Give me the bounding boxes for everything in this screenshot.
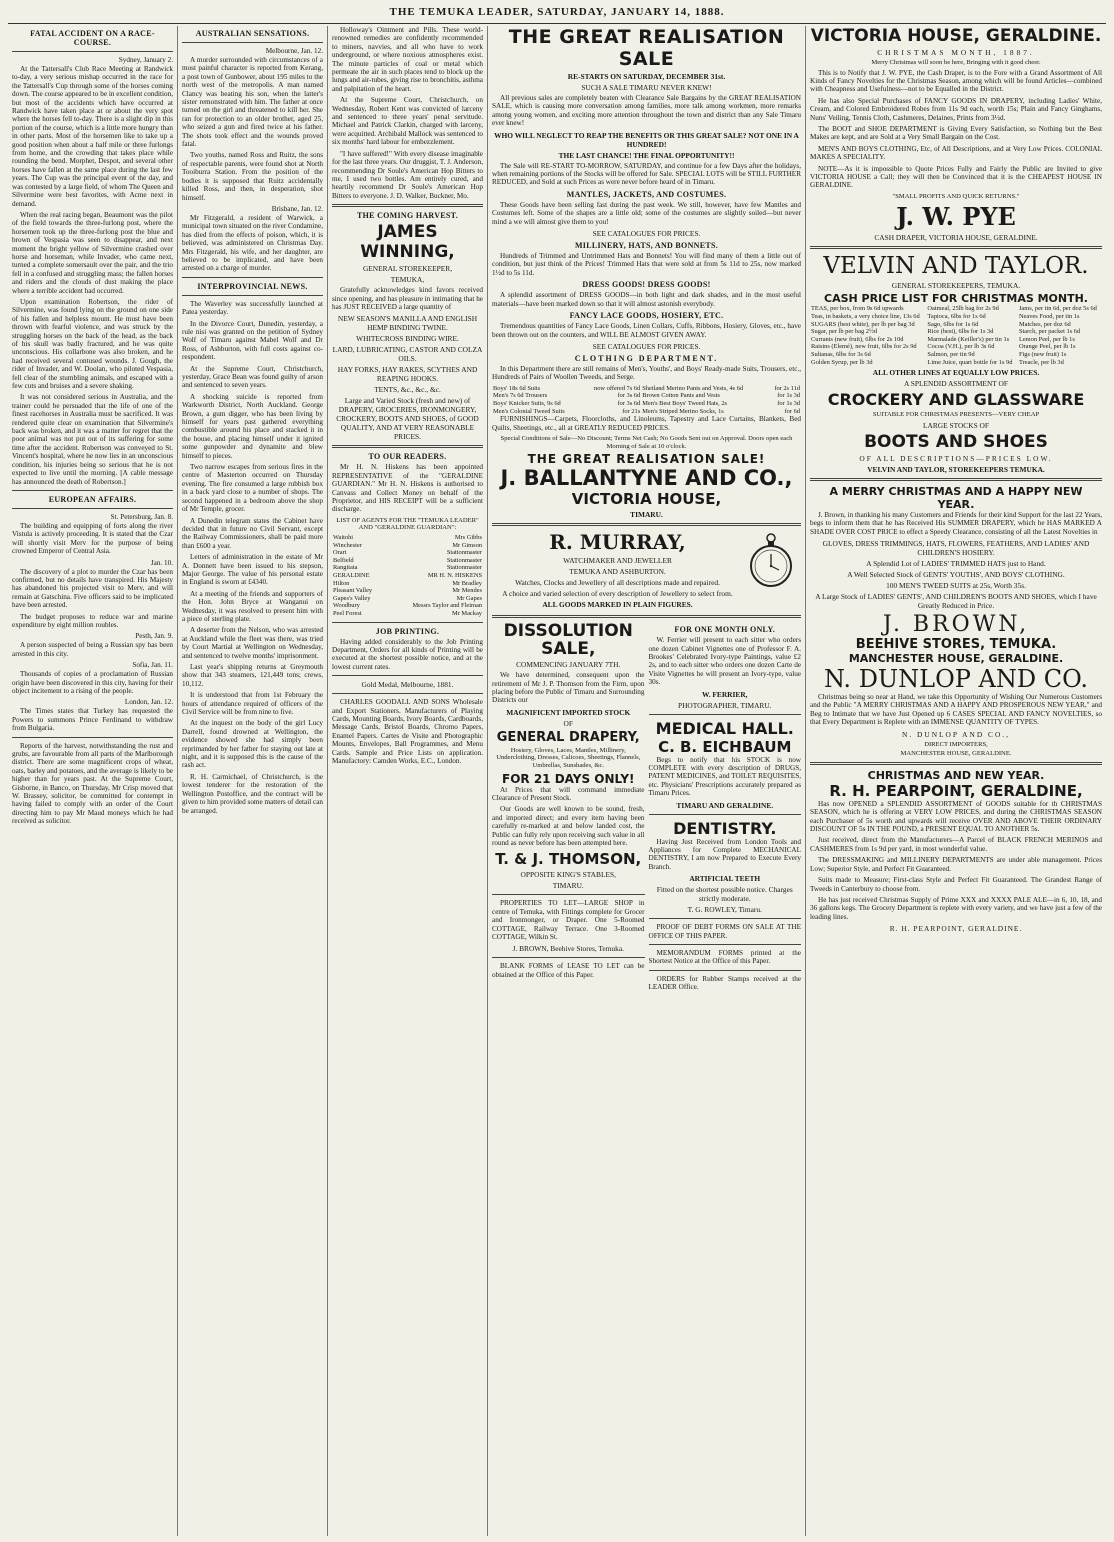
ad-item: HAY FORKS, HAY RAKES, SCYTHES AND REAPING HOOKS. [337,365,478,384]
table-row [810,305,1102,313]
section-heading: MILLINERY, HATS, AND BONNETS. [574,241,719,251]
price-cell: Sultanas, 6lbs for 3s 6d [811,351,871,359]
dateline: Pesth, Jan. 9. [135,632,173,641]
dateline: Sydney, January 2. [118,56,173,64]
agent-name: MR H. N. HISKENS [427,571,482,579]
divider [182,277,323,278]
see-catalogue: SEE CATALOGUES FOR PRICES. [592,229,701,239]
dateline: St. Petersburg, Jan. 8. [110,512,173,521]
paragraph: Reports of the harvest, notwithstanding the rust and grubs, are favourable from all parts of the Marlborough district. There are some magnificent crops of wheat, oats, barley and potatoes, and the average is likely to be higher than for years past. At the Supreme Court, Gisborne, in Banco, on Thursday, Mr Crisp moved that W. Brassey, solicitor, be committed for contempt in having failed to comply with an order of the Court directing him to pay Mr Maud moneys which he had received as solicitor. [12,741,173,826]
item-cell: Brown Cotton Pants and Vests [642,392,720,400]
table-row [332,572,483,580]
dunlop-title: N. DUNLOP AND CO. [823,665,1089,694]
paragraph: A deserter from the Nelson, who was arrested at Auckland while the fleet was there, was tried by Court Martial at Wellington on Wednesday, and sentenced to twelve months' imprisonment. [182,626,323,660]
price-cell: Lemon Peel, per lb 1s [1018,335,1075,343]
brown-line: A Well Selected Stock of GENTS' YOUTHS', AND BOYS' CLOTHING. [847,570,1065,580]
ferrier-subtitle: PHOTOGRAPHER, TIMARU. [677,700,772,710]
agent-name: Mr Gimson [452,541,482,549]
paragraph: NOTE—As it is impossible to Quote Prices Fully and Fairly the Public are Invited to give VICTORIA HOUSE a Call; they will then be Convinced that it is the CHEAPEST HOUSE IN GERALDINE. [810,164,1102,190]
pye-subtitle: CASH DRAPER, VICTORIA HOUSE, GERALDINE. [874,233,1038,243]
dunlop-signature: DIRECT IMPORTERS, [924,740,988,748]
agent-name: Stationmaster [446,549,482,557]
paragraph: Has now OPENED a SPLENDID ASSORTMENT of GOODS suitable for th CHRISTMAS SEASON, which he is offering at VERY LOW PRICES, and during the CHRISTMAS SEASON each Purchaser of 5s worth and upwards will receive OVER AND ABOVE THEIR ORDINARY DISCOUNT OF 5s IN THE POUND, a PRESENT EQUAL TO ANOTHER 5s. [810,799,1102,834]
price-cell: for 2s 11d [774,384,800,392]
notice-title: TO OUR READERS. [368,452,447,462]
price-cell: SUGARS (best white), per lb per bag 3d [811,320,915,328]
table-row [492,385,801,393]
section-heading: FANCY LACE GOODS, HOSIERY, ETC. [569,311,724,321]
price-cell: Marmalade (Keiller's) per tin 1s [927,335,1010,343]
paragraph: The DRESSMAKING and MILLINERY DEPARTMENTS are under able management. Prices Low; Superior Style, and Perfect Fit Guaranteed. [810,856,1102,873]
paragraph: Thousands of copies of a proclamation of Russian origin have been discovered in this city, having for their object incitement to a rising of the people. [12,670,173,695]
column-3 [328,26,488,1536]
item-cell: Boys' Knicker Suits, 9s 6d [493,399,561,407]
price-cell: Oatmeal, 25lb bag for 2s 9d [927,305,999,313]
price-cell: Salmon, per tin 9d [927,351,975,359]
paragraph: At the Supreme Court, Christchurch, on Wednesday, Robert Kent was convicted of larceny and sentenced to three years' penal servitude. Michael and Patrick Clarkin, charged with larceny, were acquitted. Archibald Mallock was sentenced to six months' hard labour for embezzlement. [332,96,483,147]
victoria-motto: "SMALL PROFITS AND QUICK RETURNS." [892,192,1020,200]
agent-place: Peel Forest [333,609,362,617]
properties-signature: J. BROWN, Beehive Stores, Temuka. [512,944,624,954]
dentistry-title: DENTISTRY. [673,818,777,838]
victoria-month: CHRISTMAS MONTH, 1887. [877,48,1035,57]
dentistry-note: Fitted on the shortest possible notice. Charges strictly moderate. [656,885,793,904]
ad-item: LARD, LUBRICATING, CASTOR AND COLZA OILS. [332,345,483,364]
agent-place: Woodbury [333,602,360,610]
price-cell: Rice (best), 6lbs for 1s 3d [927,328,994,336]
divider [810,762,1102,765]
price-cell: Matches, per doz 6d [1018,320,1071,328]
table-row [810,351,1102,359]
paragraph: Last year's shipping returns at Greymouth show that 343 steamers, 121,449 tons; crews, 10,112. [182,663,323,688]
paragraph: R. H. Carmichael, of Christchurch, is the lowest tenderer for the restoration of the Wellington Postoffice, and the contract will be given to him provided some matters of detail can be arranged. [182,772,323,815]
sale-callout: WHO WILL NEGLECT TO REAP THE BENEFITS OR THIS GREAT SALE? NOT ONE IN A HUNDRED! [494,130,799,149]
brown-title: J. BROWN, [882,612,1030,638]
paragraph: When the real racing began, Beaumont was the pilot of the field towards the three-furlong post, where the horsemen took up the three-furlong post the blue and brown of Vespasia was seen to disappear, and next moment the bright yellow of Silvermine crashed over horse and horseman, while Invader, who came next, turned a complete somersault over the pair, and the trio fell in a confused and struggling mass; the fallen horses and riders and the clouds of dust making the place where a terrible accident had occurred. [12,210,173,295]
paragraph: Just received, direct from the Manufacturers—A Parcel of BLACK FRENCH MERINOS and CASHMERES from 1s 9d per yard, in most wonderful value. [810,836,1102,853]
column-1 [8,26,178,1536]
agent-name: Stationmaster [446,556,482,564]
table-row [332,564,483,572]
paragraph: Gratefully acknowledges kind favors received since opening, and has pleasure in intimating that he has JUST RECEIVED a large quantity of [332,286,483,311]
brown-line: A Splendid Lot of LADIES' TRIMMED HATS just to Hand. [866,559,1046,569]
divider [649,918,802,919]
murray-line: ALL GOODS MARKED IN PLAIN FIGURES. [542,600,693,610]
paragraph: A person suspected of being a Russian spy has been arrested in this city. [12,641,173,658]
dateline: Jan. 10. [150,558,173,567]
paragraph: PROPERTIES TO LET—LARGE SHOP in centre of Temuka, with Fittings complete for Grocer and Ironmonger, or Draper. One 5-Roomed COTTAGE, Railway Terrace. One 3-Roomed COTTAGE, Wilkin St. [492,899,645,941]
table-row [332,602,483,610]
velvin-large: LARGE STOCKS OF [923,420,989,430]
agent-name: Messrs Taylor and Fleiman [412,602,482,610]
dissolution-items: Hosiery, Gloves, Laces, Mantles, Millinery, Underclothing, Dresses, Calicoes, Sheetings, Flannels, Umbrellas, Sunshades, &c. [496,746,641,769]
brown-merry: A MERRY CHRISTMAS AND A HAPPY NEW YEAR. [829,484,1083,511]
sale-title: THE GREAT REALISATION SALE [508,26,785,70]
paragraph: In this Department there are still remains of Men's, Youths', and Boys' Ready-made Suits, Trousers, etc., Hundreds of Pairs of Woollen Tweeds, and Serge. [492,364,801,382]
paragraph: This is to Notify that J. W. PYE, the Cash Draper, is to the Fore with a Grand Assortment of All Kinds of Fancy Novelties for the Christmas Season, among which will be found Articles—combined with Cheapness and Usefulness—not to be Equalled in the District. [810,68,1102,94]
paragraph: He has just received Christmas Supply of Prime XXX and XXXX PALE ALE—in 6, 10, 18, and 36 gallons kegs. The Grocery Department is replete with every variety, and we have just a few of the leading lines. [810,895,1102,921]
ferrier-heading: FOR ONE MONTH ONLY. [674,625,776,635]
divider [332,622,483,623]
agent-name: Mrs Gibbs [454,533,482,541]
paragraph: It is understood that from 1st February the hours of attendance required of officers of the Civil Service will be from nine to five. [182,691,323,717]
brown-line: A Large Stock of LADIES' GENTS', AND CHILDREN'S BOOTS AND SHOES, which I have Greatly Reduced in Price. [815,592,1097,611]
paragraph: Tremendous quantities of Fancy Lace Goods, Linen Collars, Cuffs, Ribbons, Hosiery, Gloves, etc., have been thrown out on the counters, and WILL BE ALMOST GIVEN AWAY. [492,322,801,339]
velvin-all-lines: ALL OTHER LINES AT EQUALLY LOW PRICES. [872,368,1040,378]
table-row [332,534,483,542]
dunlop-signature: MANCHESTER HOUSE, GERALDINE. [900,750,1012,758]
notice-title: JOB PRINTING. [375,626,440,636]
agent-place: Orari [333,549,347,557]
ballantyne-town: TIMARU. [630,510,663,520]
dissolution-title: DISSOLUTION SALE, [503,621,633,660]
velvin-splendid: A SPLENDID ASSORTMENT OF [904,379,1008,389]
ad-subtitle: GENERAL STOREKEEPER, [362,264,453,274]
dissolution-drapery: GENERAL DRAPERY, [496,729,640,745]
price-cell: TEAS, per box, from 9s 6d upwards [811,305,904,313]
divider [810,246,1102,249]
divider [492,523,801,526]
price-cell: Orange Peel, per lb 1s [1018,343,1076,351]
agent-place: Winchester [333,541,362,549]
paragraph: A splendid assortment of DRESS GOODS—in both light and dark shades, and in the most useful materials—have been marked down so that it will almost astonish everybody. [492,291,801,308]
pocket-watch-icon [749,530,801,611]
agent-place: Rangitata [333,564,358,572]
item-cell: Boys' 18s 6d Suits [493,384,541,392]
table-row [332,557,483,565]
agents-table [332,534,483,618]
item-cell: Men's Best Boys' Tweed Hats, 2s [642,399,728,407]
dunlop-house: MANCHESTER HOUSE, GERALDINE. [848,652,1064,666]
ad-subtitle: TEMUKA, [390,275,425,285]
agent-place: Pleasant Valley [333,587,373,595]
table-row [492,408,801,416]
section-heading: MANTLES, JACKETS, AND COSTUMES. [566,189,727,199]
divider [649,814,802,815]
paragraph: Two narrow escapes from serious fires in the centre of Masterton occurred on Thursday evening. The fire consumed a large rubbish box in a back yard close to a number of shops. The second happened in a bedroom above the shop of Mr Temple, grocer. [182,463,323,514]
paragraph: At the Supreme Court, Christchurch, yesterday, Grace Bean was found guilty of arson and sentenced to seven years. [182,364,323,390]
divider [332,204,483,207]
section-heading: CLOTHING DEPARTMENT. [574,353,719,363]
dateline: Brisbane, Jan. 12. [271,204,323,213]
paragraph: He has also Special Purchases of FANCY GOODS IN DRAPERY, including Ladies' White, Cream, and Colored Embroidered Robes from 11s 9d each, worth 15s; Plain and Fancy Ginghams, Nuns' Veiling, Tennis Cloth, Cashmeres, Delaines, Prints from 3½d. [810,96,1102,122]
paragraph: W. Ferrier will present to each sitter who orders one dozen Cabinet Vignettes one of Professor F. A. Brookes' Celebrated Ivory-type Paintings, value £2 2s, and to each sitter who orders one dozen Carte de Visite Vignettes he will present an Ivory-type, value 30s. [648,636,801,687]
paragraph: Two youths, named Ross and Ruitz, the sons of respectable parents, were found shot at North Tooiburra Station. From the position of the bodies it is supposed that Ruitz accidentally killed Ross, and then, in desperation, shot himself. [182,151,323,202]
dateline: London, Jan. 12. [124,698,173,707]
sale-conditions: Special Conditions of Sale—No Discount; Terms Net Cash; No Goods Sent out on Approval. Doors open each Morning of Sale at 10 o'clock. [500,434,793,450]
paragraph: J. Brown, in thanking his many Customers and Friends for their kind Support for the last 22 Years, begs to inform them that he has Received His SUMMER DRAPERY, which he HAS MARKED A SHADE OVER COST PRICE to effect a Speedy Clearance, consisting of all the Latest Novelties in [810,510,1102,536]
murray-text [492,530,743,611]
table-row [810,343,1102,351]
price-cell: for 1s 3d [777,392,800,400]
see-catalogue: SEE CATALOGUES FOR PRICES. [592,341,701,351]
table-row [332,549,483,557]
paragraph: The budget proposes to reduce war and marine expenditure by eight million roubles. [12,612,173,629]
divider [12,508,173,509]
ad-title: JAMES WINNING, [360,222,455,263]
paragraph: A shocking suicide is reported from Warkworth District, North Auckland. George Brown, a gum digger, who has been living by himself for years past gathered everything combustible around his place and stacked it in the house, and placing himself under it ignited some gunpowder and dynamite and blew himself to pieces. [182,392,323,460]
agent-name: Stationmaster [446,564,482,572]
price-cell: for 21s [622,407,641,415]
brown-items: GLOVES, DRESS TRIMMINGS, HATS, FLOWERS, FEATHERS, AND LADIES' AND CHILDREN'S HOSIERY. [822,539,1090,558]
divider [492,615,801,618]
divider [12,737,173,738]
ad-item: WHITECROSS BINDING WIRE. [356,334,459,344]
victoria-verse: Merry Christmas will soon be here, Bringing with it good cheer. [871,59,1041,66]
velvin-descriptions: OF ALL DESCRIPTIONS—PRICES LOW. [859,453,1053,463]
dentistry-name: T. G. ROWLEY, Timaru. [687,905,762,915]
paragraph: The building and equipping of forts along the river Vistula is actively proceeding. It is stated that the Czar will shortly visit Merv for the purpose of being crowned Emperor of Central Asia. [12,521,173,556]
dateline: Sofia, Jan. 11. [132,661,173,670]
divider [649,970,802,971]
sale-callout: THE LAST CHANCE! THE FINAL OPPORTUNITY!! [558,150,735,160]
thomson-title: T. & J. THOMSON, [495,850,642,869]
paragraph: The discovery of a plot to murder the Czar has been confirmed, but no details have transpired. His Majesty has abandoned his projected visit to Merv, and will remain at Gatschina. Five officers said to be implicated have been arrested. [12,567,173,610]
agent-place: GERALDINE [333,571,370,579]
divider [182,295,323,296]
medal-text: Gold Medal, Melbourne, 1881. [361,680,454,690]
price-cell: Sago, 6lbs for 1s 6d [927,320,979,328]
ad-item: TENTS, &c., &c., &c. [374,385,441,395]
paragraph: CHARLES GOODALL AND SONS Wholesale and Export Stationers. Manufacturers of Playing Cards, Mounting Boards, Ivory Boards, Cardboards, Message Cards, Bristol Boards, Chromo Papers, Enamel Papers. Cartes de Visite and Photographic Mounts, Envelopes, Ball Programmes, and Menu Cards. Sample and Price Lists on application. Manufactory: Camden Works, E.C., London. [332,698,483,765]
price-cell: for 1s 3d [777,399,800,407]
pearpoint-signature: R. H. PEARPOINT, GERALDINE. [889,924,1023,934]
item-cell: Men's Colonial Tweed Suits [493,407,565,415]
divider [492,894,645,895]
price-cell: Tapioca, 6lbs for 1s 6d [927,313,986,321]
velvin-price-heading: CASH PRICE LIST FOR CHRISTMAS MONTH. [824,292,1088,306]
ferrier-name: W. FERRIER, [701,689,748,699]
left-ads [492,622,645,995]
dissolution-of: OF [563,718,573,728]
agent-name: Mr Mendes [452,587,482,595]
price-cell: for 3s 6d [617,392,641,400]
price-cell: Treacle, per lb 3d [1018,358,1064,366]
paragraph: We have determined, consequent upon the retirement of Mr J. P. Thomson from the Firm, upon placing before the Public of Timaru and Surrounding Districts our [492,671,645,705]
columns [8,26,1106,1536]
paragraph: At the inquest on the body of the girl Lucy Darrell, found drowned at Wellington, the evidence showed she had simply been reprimanded by her father for staying out late at night, and it is supposed this is the cause of the rash act. [182,719,323,770]
sale-end: THE GREAT REALISATION SALE! [527,452,766,467]
divider [492,957,645,958]
price-cell: Golden Syrup, per lb 3d [811,358,873,366]
ad-text: Large and Varied Stock (fresh and new) of DRAPERY, GROCERIES, IRONMONGERY, CROCKERY, BOOTS AND SHOES, of GOOD QUALITY, AND AT VERY REASONABLE PRICES. [336,396,479,442]
paragraph: At the Tattersall's Club Race Meeting at Randwick to-day, a very serious mishap occurred in the race for the Tattersall's Cup through some of the horses coming down. The course appeared to be in excellent condition, but most of the accidents which have occurred at Randwick have taken place at or about the very spot where the horses fell to-day. There is a slight dip in this portion of the course, which is a little more hungry than in other parts. Most of the horsemen like to take up a good position when about a half mile or three furlongs from home, and the crowding that takes place while rounding the bend. Morphet, Despot, and several other horses have fallen at the same place during the last few years. The Cup was the principal event of the day, and was contested by a large field, of whom The Queen and Silvermine were best favorites, with Acme next in demand. [12,65,173,208]
item-cell: Shetland Merino Pants and Vests, 4s 6d [642,384,744,392]
velvin-signature: VELVIN AND TAYLOR, STOREKEEPERS TEMUKA. [867,464,1045,474]
agent-place: Hilton [333,579,350,587]
sale-subtitle: RE-STARTS ON SATURDAY, DECEMBER 31st. [567,72,726,81]
column-5 [806,26,1106,1536]
brown-store: BEEHIVE STORES, TEMUKA. [855,637,1057,653]
table-row [332,580,483,588]
article-title: FATAL ACCIDENT ON A RACE-COURSE. [30,29,155,47]
table-row [492,392,801,400]
divider [649,714,802,715]
price-cell: Figs (new fruit) 1s [1018,351,1067,359]
paragraph: These Goods have been selling fast during the past week. We still, however, have few Mantles and Costumes left. Some of the shapes are a little old; some of the costumes are slightly soiled—but never mind a we will almost give them to you! [492,200,801,226]
murray-line: Watches, Clocks and Jewellery of all descriptions made and repaired. [515,578,720,588]
paragraph: FURNISHINGS—Carpets, Floorcloths, and Linoleums, Tapestry and Lace Curtains, Blankets, Bed Quilts, Sheetings, etc., all at GREATLY REDUCED PRICES. [492,415,801,432]
ad-item: NEW SEASON'S MANILLA AND ENGLISH HEMP BINDING TWINE. [337,314,478,333]
table-row [810,359,1102,367]
velvin-price-table [810,305,1102,366]
paragraph: Our Goods are well known to be sound, fresh, and imported direct; and every item having been carefully re-marked at and below landed cost, the Public can fully rely upon receiving such value in all round as never before has been attempted here. [492,805,645,847]
paragraph: All previous sales are completely beaten with Clearance Sale Bargains by the GREAT REALISATION SALE, which is causing more conversation among families, more talk among workmen, more remarks among young women, and exciting more attention throughout the town and district than any Sale Timaru ever knew! [492,94,801,128]
brown-line: 100 MEN'S TWEED SUITS at 25s, Worth 35s. [886,581,1026,591]
section-heading: DRESS GOODS! DRESS GOODS! [582,280,711,290]
price-cell: now offered 7s 6d [594,384,641,392]
agent-name: Mr Bradley [452,579,482,587]
table-row [810,321,1102,329]
murray-town: TEMUKA AND ASHBURTON. [569,567,666,577]
paragraph: At a meeting of the friends and supporters of the Hon. John Bryce at Wanganui on Wednesday, it was resolved to present him with a piece of sterling plate. [182,589,323,623]
price-cell: Currants (new fruit), 6lbs for 2s 10d [811,335,904,343]
ballantyne-house: VICTORIA HOUSE, [571,490,722,509]
paragraph: Begs to notify that his STOCK is now COMPLETE with every description of DRUGS, PATENT MEDICINES, and TOILET REQUISITES, etc. Physicians' Prescriptions accurately prepared as Timaru Prices. [648,755,801,798]
price-cell: Cocoa (V.H.), per lb 3s 6d [927,343,995,351]
right-ads [649,622,802,995]
pye-title: J. W. PYE [896,202,1016,232]
paragraph: The Waverley was successfully launched at Patea yesterday. [182,299,323,317]
pearpoint-title: R. H. PEARPOINT, GERALDINE, [829,781,1083,800]
price-cell: Neaves Food, per tin 1s [1018,313,1080,321]
paragraph: It was not considered serious in Australia, and the trainer could be persuaded that the life of one of the finest racehorses in Australia must be sacrificed. It was rendered quite clear on examination that Silvermine's back was broken, and it was a matter for regret that the poor animal was not put out of its suffering for some time after the accident. Robertson was conveyed to St. Vincent's hospital, where he now lies in an unconscious condition, his injuries being so serious that he is not expected to live until the morning. [A cable message has announced the death of Robertson.] [12,393,173,486]
price-cell: Teas, in baskets, a very choice line, 13s 6d [811,313,920,321]
paragraph: Letters of administration in the estate of Mr A. Donnett have been issued to his stepson, Major George. The value of his personal estate in England is sworn at £4340. [182,553,323,587]
divider [810,478,1102,481]
masthead: THE TEMUKA LEADER, SATURDAY, JANUARY 14, 1888. [8,6,1106,24]
dentistry-teeth: ARTIFICIAL TEETH [689,874,761,884]
divider [332,445,483,448]
medical-hall-name: C. B. EICHBAUM [658,737,792,756]
price-cell: Raisins (Elemé), new fruit, 6lbs for 2s 9d [811,343,917,351]
paragraph: In the Divorce Court, Dunedin, yesterday, a rule nisi was granted on the petition of Sydney Wolf of Timaru against Mabel Wolf and Dr Ross, of Ashburton, with full costs against co-respondent. [182,319,323,362]
paragraph: The BOOT and SHOE DEPARTMENT is Giving Every Satisfaction, so Nothing but the Best Makes are kept, and are Sold at a Very Small Bargain on the Cost. [810,125,1102,142]
paragraph: Mr Fitzgerald, a resident of Warwick, a municipal town situated on the river Condamine, has died from the effects of poison, which, it is believed, was administered on Christmas Day. Mrs Fitzgerald, his wife, and her daughter, are believed to be implicated, and have been arrested on a charge of murder. [182,213,323,273]
price-cell: Lime Juice, quart bottle for 1s 9d [927,358,1013,366]
velvin-boots: BOOTS AND SHOES [864,431,1048,452]
article-title: AUSTRALIAN SENSATIONS. [195,29,310,38]
divider [12,51,173,52]
price-cell: for 3s 6d [617,399,641,407]
velvin-crockery: CROCKERY AND GLASSWARE [827,390,1085,410]
agent-place: Waitohi [333,533,354,541]
paragraph: Mr H. N. Hiskens has been appointed REPRESENTATIVE of the "GERALDINE GUARDIAN." Mr H. N. Hiskens is authorised to Canvass and Collect Money on behalf of the Proprietor, and HIS RECEIPT will be a sufficient discharge. [332,463,483,514]
dissolution-days: FOR 21 DAYS ONLY! [502,771,635,786]
paragraph: The Times states that Turkey has requested the Powers to summons Prince Ferdinand to withdraw from Bulgaria. [12,707,173,733]
paragraph: "I have suffered!" With every disease imaginable for the last three years. Our druggist, T. J. Anderson, recommending Dr Soule's American Hop Bitters to me, I used two bottles. Am entirely cured, and heartily recommend Dr Soule's American Hop Bitters to everyone. J. D. Walker, Buckner, Mo. [332,149,483,200]
velvin-presents: SUITABLE FOR CHRISTMAS PRESENTS—VERY CHEAP [872,411,1040,419]
medical-hall-title: MEDICAL HALL. [655,718,794,738]
medical-hall-town: TIMARU AND GERALDINE. [676,800,774,810]
clothing-price-table [492,385,801,415]
paragraph: Hundreds of Trimmed and Untrimmed Hats and Bonnets! You will find many of them a little out of condition, but just think of the Prices! Trimmed Hats that were sold at from 5s 11d to 25s, now marked 1½d to 5s 11d. [492,252,801,277]
dateline: Melbourne, Jan. 12. [265,47,323,55]
column-4 [488,26,806,1536]
paragraph: Upon examination Robertson, the rider of Silvermine, was found lying on the ground on one side of his fallen and helpless mount. He must have been thrown with fearful violence, and was struck by the struggling horses on the back of the head, as the back of his skull was badly fractured, and he was quite unconscious. His collarbone was also broken, and he had received several contused wounds. J. Gough, the rider of Invader, and W. Doolan, who piloted Vespasia, fell clear of the stumbling animals, and escaped with a few cuts and bruises and a severe shaking. [12,297,173,391]
ad-heading: THE COMING HARVEST. [356,211,459,221]
table-row [332,610,483,618]
victoria-title: VICTORIA HOUSE, GERALDINE. [810,26,1102,46]
paragraph: PROOF OF DEBT FORMS ON SALE AT THE OFFICE OF THIS PAPER. [648,923,801,940]
paragraph: The Sale will RE-START TO-MORROW, SATURDAY, and continue for a few Days after the holidays, when remaining portions of the Stocks will be offered for Sale. SPECIAL LOTS will be STILL FURTHER REDUCED, and Sold at such Prices as were never before heard of in Timaru. [492,161,801,187]
price-cell: Sugar, per lb per bag 2½d [811,328,877,336]
dunlop-signature: N. DUNLOP AND CO., [902,729,1010,739]
table-row [810,336,1102,344]
divider [332,693,483,694]
divider [12,490,173,491]
murray-line: A choice and varied selection of every description of Jewellery to select from. [502,589,733,599]
article-title: EUROPEAN AFFAIRS. [48,494,137,504]
paragraph: Having added considerably to the Job Printing Department, Orders for all kinds of Printing will be executed at the shortest possible notice, and at the lowest current rates. [332,637,483,671]
velvin-subtitle: GENERAL STOREKEEPERS, TEMUKA. [891,281,1021,291]
agent-place: Gapes's Valley [333,594,371,602]
lower-ads [492,622,801,995]
paragraph: MEN'S AND BOYS CLOTHING, Etc, of All Descriptions, and at Very Low Prices. COLONIAL MAKES A SPECIALITY. [810,144,1102,162]
column-2 [178,26,328,1536]
murray-ad [492,530,801,611]
divider [649,944,802,945]
price-cell: for 6d [784,407,800,415]
pearpoint-heading: CHRISTMAS AND NEW YEAR. [867,768,1045,782]
paragraph: ORDERS for Rubber Stamps received at the LEADER Office. [648,974,801,992]
table-row [492,400,801,408]
item-cell: Men's 7s 6d Trousers [493,392,548,400]
murray-title: R. MURRAY, [549,530,686,555]
paragraph: A Dunedin telegram states the Cabinet have decided that in future no Civil Servant, except the Railway Commissioners, shall be paid more than £600 a year. [182,516,323,550]
paragraph: Suits made to Measure; First-class Style and Perfect Fit Guaranteed. The Grandest Range of Tweeds in Canterbury to choose from. [810,876,1102,893]
table-row [810,328,1102,336]
sale-tagline: SUCH A SALE TIMARU NEVER KNEW! [581,83,712,92]
table-row [332,595,483,603]
paragraph: BLANK FORMS of LEASE TO LET can be obtained at the Office of this Paper. [492,962,645,979]
table-row [332,542,483,550]
agents-heading: LIST OF AGENTS FOR THE "TEMUKA LEADER" AND "GERALDINE GUARDIAN": [336,516,479,532]
price-cell: Starch, per packet 1s 6d [1018,328,1081,336]
agent-name: Mr Gapes [456,594,482,602]
paragraph: Christmas being so near at Hand, we take this Opportunity of Wishing Our Numerous Customers and the Public "A MERRY CHRISTMAS AND A HAPPY AND PROSPEROUS NEW YEAR," and Beg to Intimate that we have Just Opened up 6 CASES SPECIAL AND FANCY NOVELTIES, so that Every Department is Replete with an IMMENSE QUANTITY OF TYPES. [810,693,1102,727]
price-cell: Jams, per tin 6d, per doz 5s 6d [1018,305,1097,313]
paragraph: A murder surrounded with circumstances of a most painful character is reported from Kerang, a post town of Gunbower, about 195 miles to the north west of the metropolis. A man named Clancy was beating his son, when the latter's sister remonstrated with him. The father at once turned on the girl and threatened to kill her. She ran for protection to an older brother, aged 25, who seized a gun and fired twice at his father. The shots took effect and the wounds proved fatal. [182,56,323,149]
item-cell: Men's Striped Merino Socks, 1s [642,407,724,415]
table-row [810,313,1102,321]
paragraph: MEMORANDUM FORMS printed at the Shortest Notice at the Office of this Paper. [648,949,801,966]
table-row [332,587,483,595]
dissolution-stock: MAGNIFICENT IMPORTED STOCK [506,707,631,717]
thomson-address: OPPOSITE KING'S STABLES, [520,870,616,880]
thomson-town: TIMARU. [552,881,584,891]
dissolution-date: COMMENCING JANUARY 7TH. [516,660,621,670]
murray-subtitle: WATCHMAKER AND JEWELLER [563,556,672,566]
paragraph: Holloway's Ointment and Pills. These world-renowned remedies are confidently recommended to miners, navvies, and all who have to work underground, or where noxious atmospheres exist. The minute particles of coal or metal which permeate the air in such places tend to block up the lungs and air-tubes, giving rise to bronchitis, asthma and palpitation of the heart. [332,26,483,93]
article-title: INTERPROVINCIAL NEWS. [197,281,308,291]
divider [182,42,323,43]
divider [332,675,483,676]
paragraph: At Prices that will command immediate Clearance of Present Stock. [492,785,645,802]
agent-place: Belfield [333,556,354,564]
paragraph: Having Just Received from London Tools and Appliances for Complete MECHANICAL DENTISTRY, I am now Prepared to Execute Every Branch. [648,837,801,871]
ballantyne-title: J. BALLANTYNE AND CO., [500,466,793,491]
velvin-title: VELVIN AND TAYLOR. [823,253,1089,280]
agent-name: Mr Mackay [452,609,482,617]
